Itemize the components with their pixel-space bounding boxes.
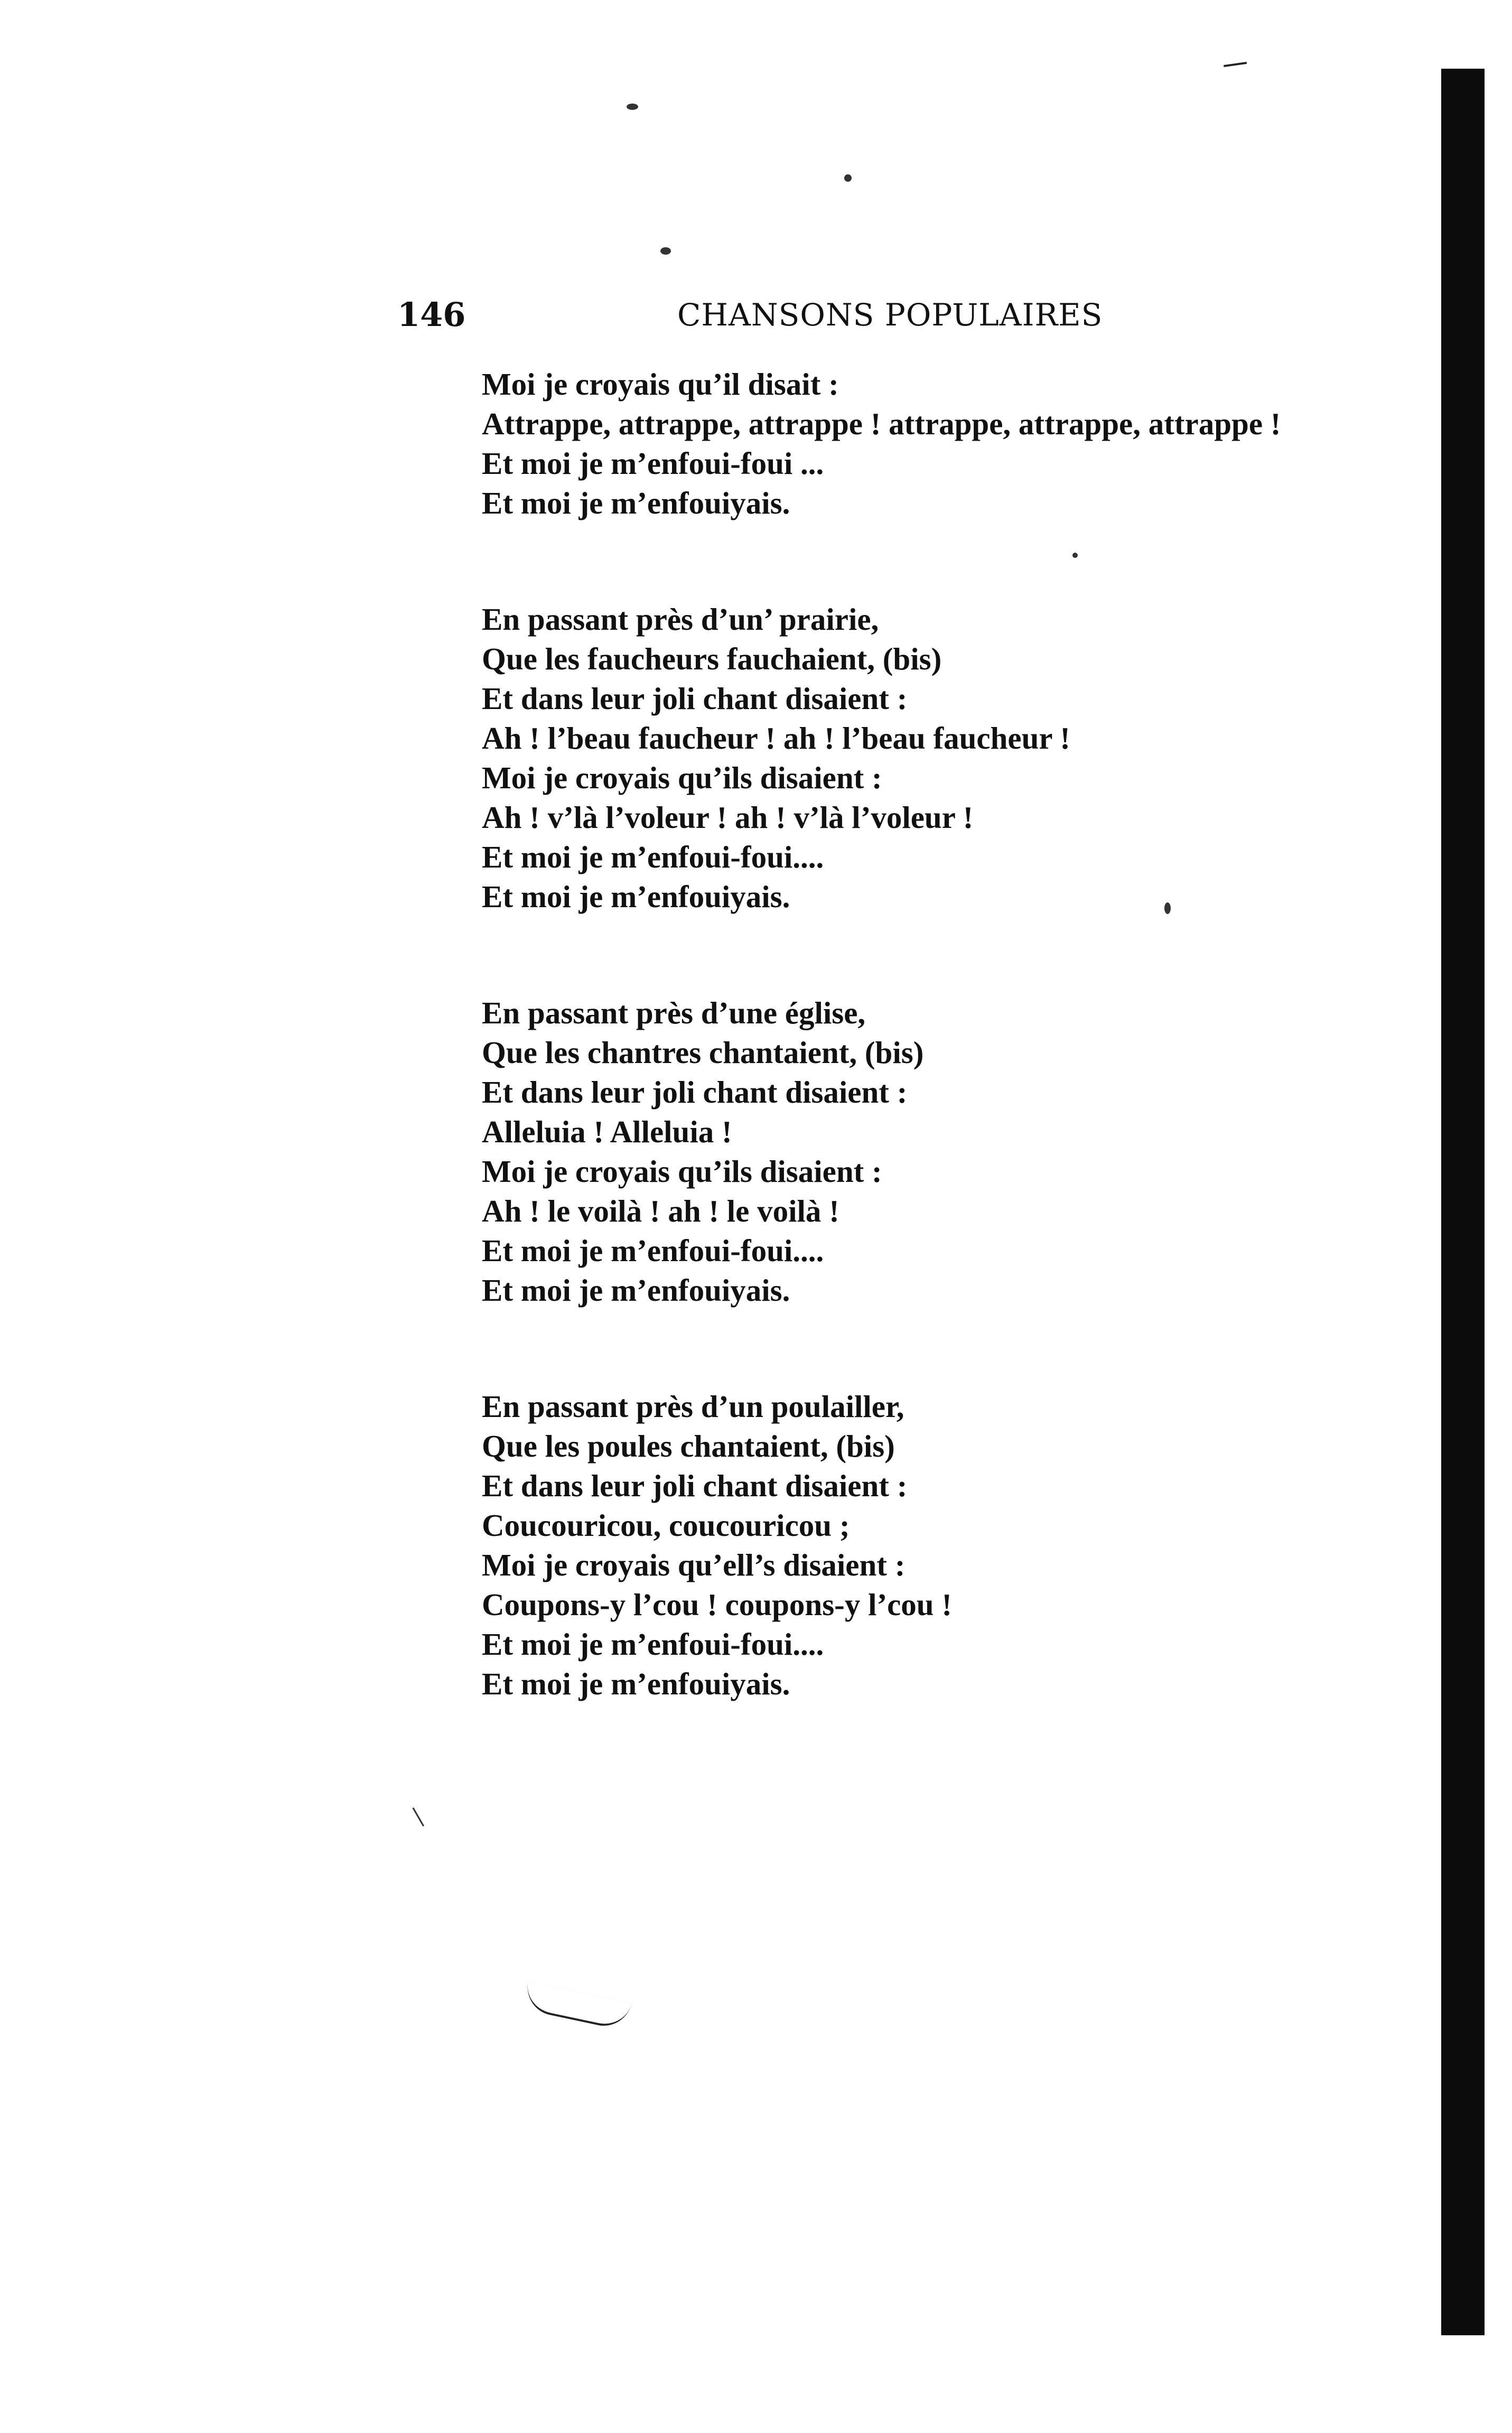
stanza-gap (482, 917, 1401, 993)
scan-speck (1164, 902, 1171, 914)
verse-line: Et moi je m’enfoui-foui.... (482, 1627, 824, 1662)
stanza-2 (482, 600, 1401, 917)
song-text (482, 365, 1401, 1704)
verse-line: Et moi je m’enfoui-foui.... (482, 840, 824, 874)
verse-line: En passant près d’un poulailler, (482, 1389, 904, 1424)
scan-speck (627, 104, 638, 110)
scan-mark (412, 1806, 426, 1826)
verse-line: Attrappe, attrappe, attrappe ! attrappe, attrappe, attrappe ! (482, 406, 1281, 441)
stanza-gap (482, 1310, 1401, 1387)
scan-mark (522, 1981, 632, 2031)
stanza-1 (482, 365, 1401, 523)
stanza-3 (482, 993, 1401, 1310)
scan-speck (660, 247, 671, 255)
running-title: CHANSONS POPULAIRES (677, 297, 1103, 333)
verse-line: Ah ! l’beau faucheur ! ah ! l’beau faucheur ! (482, 721, 1070, 756)
verse-line: Que les poules chantaient, (bis) (482, 1429, 895, 1463)
scan-spine-edge (1441, 69, 1485, 2335)
verse-line: Coupons-y l’cou ! coupons-y l’cou ! (482, 1587, 953, 1622)
verse-line: Ah ! v’là l’voleur ! ah ! v’là l’voleur ! (482, 800, 974, 835)
verse-line: Que les faucheurs fauchaient, (bis) (482, 641, 942, 676)
verse-line: Alleluia ! Alleluia ! (482, 1114, 732, 1149)
stanza-4 (482, 1387, 1401, 1704)
verse-line: Ah ! le voilà ! ah ! le voilà ! (482, 1194, 839, 1228)
scan-mark (1224, 61, 1247, 67)
verse-line: En passant près d’une église, (482, 995, 866, 1030)
verse-line: Et moi je m’enfoui-foui ... (482, 446, 824, 481)
scan-speck (844, 174, 852, 182)
verse-line: Moi je croyais qu’ils disaient : (482, 760, 882, 795)
verse-line: Et dans leur joli chant disaient : (482, 1468, 908, 1503)
page-header (397, 294, 1103, 336)
verse-line: En passant près d’un’ prairie, (482, 602, 879, 637)
verse-line: Et moi je m’enfouiyais. (482, 1273, 790, 1308)
verse-line: Et dans leur joli chant disaient : (482, 681, 908, 716)
verse-line: Moi je croyais qu’il disait : (482, 367, 839, 402)
verse-line: Coucouricou, coucouricou ; (482, 1508, 850, 1543)
verse-line: Et moi je m’enfouiyais. (482, 879, 790, 914)
verse-line: Et moi je m’enfouiyais. (482, 1666, 790, 1701)
verse-line: Moi je croyais qu’ell’s disaient : (482, 1548, 906, 1582)
verse-line: Que les chantres chantaient, (bis) (482, 1035, 924, 1070)
scan-speck (1072, 553, 1078, 558)
verse-line: Et moi je m’enfoui-foui.... (482, 1233, 824, 1268)
verse-line: Et moi je m’enfouiyais. (482, 486, 790, 520)
page-number: 146 (397, 295, 466, 334)
verse-line: Et dans leur joli chant disaient : (482, 1075, 908, 1110)
verse-line: Moi je croyais qu’ils disaient : (482, 1154, 882, 1189)
stanza-gap (482, 523, 1401, 600)
